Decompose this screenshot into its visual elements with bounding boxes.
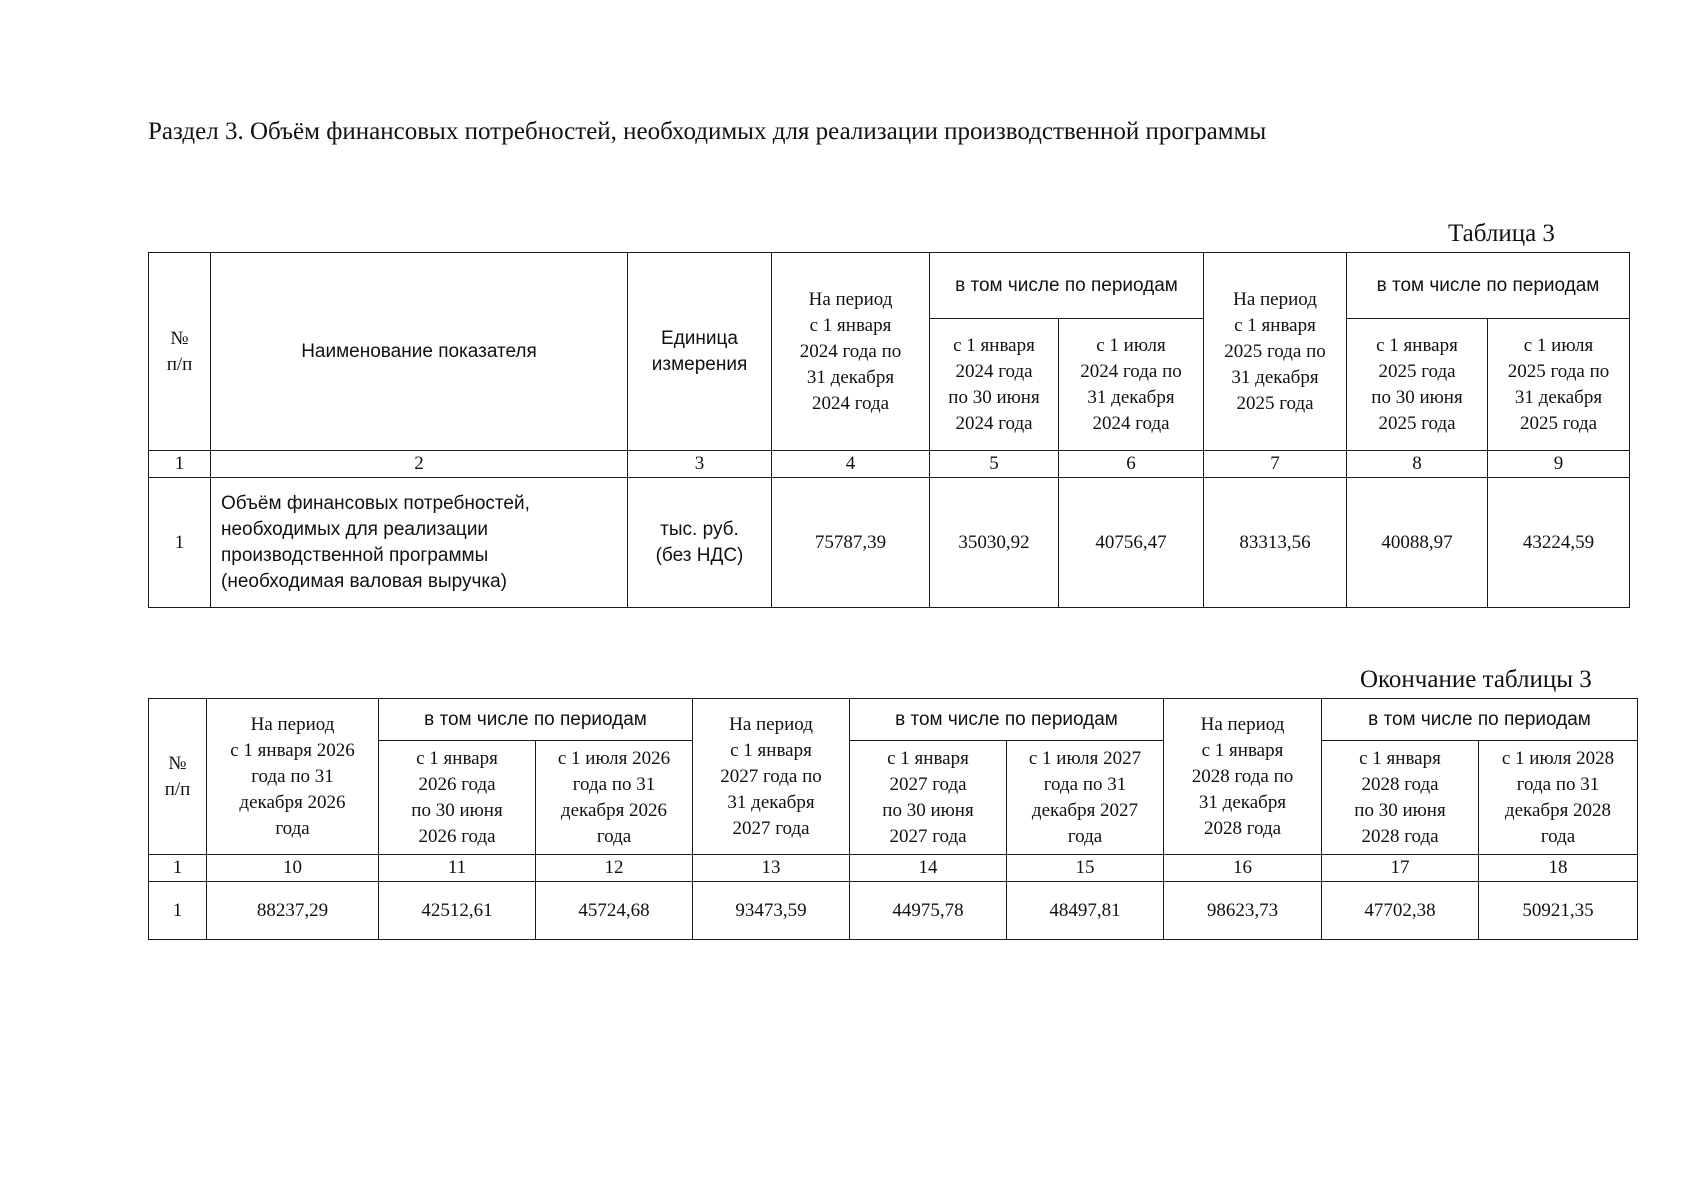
table-caption: Таблица 3 xyxy=(1448,220,1555,247)
column-number: 10 xyxy=(207,855,379,882)
table-continuation-caption: Окончание таблицы 3 xyxy=(1360,666,1592,693)
value-2027-first-half: 44975,78 xyxy=(850,882,1007,940)
column-number: 13 xyxy=(693,855,850,882)
column-number: 4 xyxy=(772,451,930,478)
column-number: 7 xyxy=(1204,451,1347,478)
unit-value: тыс. руб. (без НДС) xyxy=(628,478,772,608)
column-number: 5 xyxy=(930,451,1059,478)
column-number: 2 xyxy=(211,451,628,478)
header-row-number: № п/п xyxy=(149,253,211,451)
header-2028-first-half: с 1 января 2028 года по 30 июня 2028 года xyxy=(1322,741,1479,855)
header-indicator-name: Наименование показателя xyxy=(211,253,628,451)
header-period-2025: На период с 1 января 2025 года по 31 декабря 2025 года xyxy=(1204,253,1347,451)
table-row xyxy=(149,478,1630,608)
header-2024-first-half: с 1 января 2024 года по 30 июня 2024 года xyxy=(930,319,1059,451)
header-2024-second-half: с 1 июля 2024 года по 31 декабря 2024 года xyxy=(1059,319,1204,451)
value-2024-total: 75787,39 xyxy=(772,478,930,608)
header-subperiods-2027: в том числе по периодам xyxy=(850,699,1164,741)
indicator-name: Объём финансовых потребностей, необходимых для реализации производственной программы (необходимая валовая выручка) xyxy=(211,478,628,608)
column-number: 18 xyxy=(1479,855,1638,882)
column-number: 8 xyxy=(1347,451,1488,478)
table-row xyxy=(149,882,1638,940)
header-period-2027: На период с 1 января 2027 года по 31 декабря 2027 года xyxy=(693,699,850,855)
column-number: 3 xyxy=(628,451,772,478)
header-2026-second-half: с 1 июля 2026 года по 31 декабря 2026 года xyxy=(536,741,693,855)
column-number: 9 xyxy=(1488,451,1630,478)
financial-needs-table xyxy=(148,252,1630,608)
header-period-2026: На период с 1 января 2026 года по 31 декабря 2026 года xyxy=(207,699,379,855)
header-2025-first-half: с 1 января 2025 года по 30 июня 2025 года xyxy=(1347,319,1488,451)
column-number: 12 xyxy=(536,855,693,882)
column-number: 14 xyxy=(850,855,1007,882)
header-unit: Единица измерения xyxy=(628,253,772,451)
column-number: 1 xyxy=(149,451,211,478)
value-2028-total: 98623,73 xyxy=(1164,882,1322,940)
value-2026-total: 88237,29 xyxy=(207,882,379,940)
column-numbers-row xyxy=(149,855,1638,882)
financial-needs-table-continuation xyxy=(148,698,1638,940)
column-number: 16 xyxy=(1164,855,1322,882)
header-subperiods-2024: в том числе по периодам xyxy=(930,253,1204,319)
header-subperiods-2028: в том числе по периодам xyxy=(1322,699,1638,741)
header-subperiods-2026: в том числе по периодам xyxy=(379,699,693,741)
section-heading: Раздел 3. Объём финансовых потребностей, необходимых для реализации производственной программы xyxy=(148,118,1267,145)
value-2028-second-half: 50921,35 xyxy=(1479,882,1638,940)
row-number: 1 xyxy=(149,478,211,608)
value-2024-second-half: 40756,47 xyxy=(1059,478,1204,608)
value-2027-total: 93473,59 xyxy=(693,882,850,940)
column-number: 17 xyxy=(1322,855,1479,882)
header-2027-first-half: с 1 января 2027 года по 30 июня 2027 года xyxy=(850,741,1007,855)
value-2028-first-half: 47702,38 xyxy=(1322,882,1479,940)
header-period-2028: На период с 1 января 2028 года по 31 декабря 2028 года xyxy=(1164,699,1322,855)
value-2025-first-half: 40088,97 xyxy=(1347,478,1488,608)
column-number: 15 xyxy=(1007,855,1164,882)
value-2026-first-half: 42512,61 xyxy=(379,882,536,940)
header-2026-first-half: с 1 января 2026 года по 30 июня 2026 года xyxy=(379,741,536,855)
header-row-number: № п/п xyxy=(149,699,207,855)
value-2025-total: 83313,56 xyxy=(1204,478,1347,608)
column-number: 11 xyxy=(379,855,536,882)
value-2025-second-half: 43224,59 xyxy=(1488,478,1630,608)
column-number: 6 xyxy=(1059,451,1204,478)
column-number: 1 xyxy=(149,855,207,882)
header-period-2024: На период с 1 января 2024 года по 31 декабря 2024 года xyxy=(772,253,930,451)
header-2028-second-half: с 1 июля 2028 года по 31 декабря 2028 года xyxy=(1479,741,1638,855)
value-2027-second-half: 48497,81 xyxy=(1007,882,1164,940)
header-2025-second-half: с 1 июля 2025 года по 31 декабря 2025 года xyxy=(1488,319,1630,451)
header-subperiods-2025: в том числе по периодам xyxy=(1347,253,1630,319)
value-2026-second-half: 45724,68 xyxy=(536,882,693,940)
row-number: 1 xyxy=(149,882,207,940)
header-2027-second-half: с 1 июля 2027 года по 31 декабря 2027 года xyxy=(1007,741,1164,855)
value-2024-first-half: 35030,92 xyxy=(930,478,1059,608)
column-numbers-row xyxy=(149,451,1630,478)
